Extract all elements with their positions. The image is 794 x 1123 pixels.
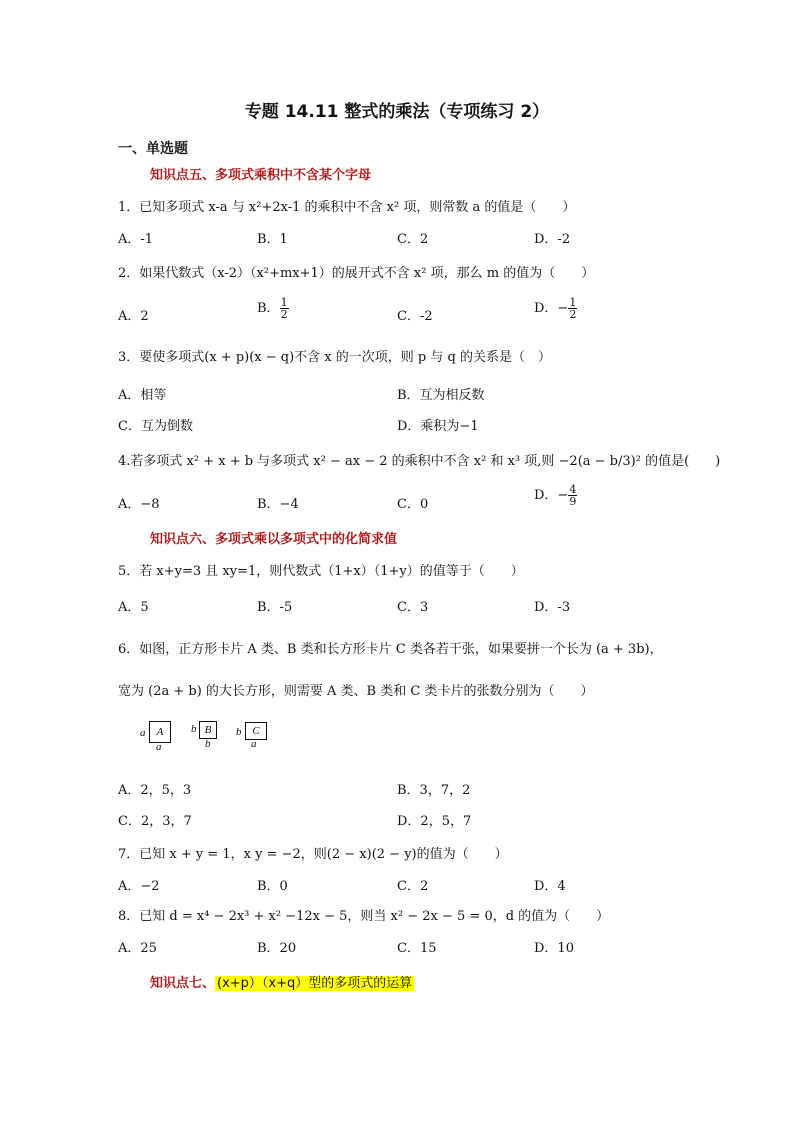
q3-option-b: B．互为相反数 [397, 388, 485, 403]
card-a-bottom-label: a [156, 741, 162, 753]
q7-option-b: B．0 [257, 879, 288, 894]
q2-option-c: C．-2 [397, 309, 433, 324]
q1-option-c: C．2 [397, 232, 429, 247]
question-6-stem-line1: 6．如图，正方形卡片 A 类、B 类和长方形卡片 C 类各若干张，如果要拼一个长为 (a + 3b)， [118, 642, 663, 657]
q2-option-b-fraction: $\frac{1}{2}$ [280, 296, 288, 321]
q6-option-c: C．2，3，7 [118, 814, 192, 829]
q8-option-c: C．15 [397, 941, 437, 956]
q1-option-a: A．-1 [118, 232, 154, 247]
q8-option-d: D．10 [534, 941, 574, 956]
q7-option-c: C．2 [397, 879, 429, 894]
question-8-stem: 8．已知 d = x⁴ − 2x³ + x² −12x − 5，则当 x² − 2x − 5 = 0，d 的值为（ ） [118, 909, 610, 924]
q6-option-b: B．3，7，2 [397, 783, 471, 798]
q5-option-d: D．-3 [534, 600, 571, 615]
kp7-highlighted-text: (x+p）（x+q）型的多项式的运算 [217, 976, 413, 991]
question-6-stem-line2: 宽为 (2a + b) 的大长方形，则需要 A 类、B 类和 C 类卡片的张数分别为（ ） [118, 684, 594, 699]
q1-option-d: D．-2 [534, 232, 571, 247]
q2-option-d-fraction: $\frac{1}{2}$ [569, 296, 577, 321]
q2-option-b: B． $\frac{1}{2}$ [257, 296, 288, 321]
q6-option-a: A．2，5，3 [118, 783, 192, 798]
card-a-side-label: a [140, 727, 146, 739]
q8-option-b: B．20 [257, 941, 297, 956]
q6-option-d: D．2，5，7 [397, 814, 472, 829]
q5-option-b: B．-5 [257, 600, 293, 615]
page-title: 专题 14.11 整式的乘法（专项练习 2） [244, 102, 550, 122]
question-7-stem: 7．已知 x + y = 1，x y = −2，则(2 − x)(2 − y)的值为（ ） [118, 847, 508, 862]
card-c: C [245, 722, 267, 740]
section-heading: 一、单选题 [118, 141, 188, 157]
q4-option-c: C．0 [397, 497, 429, 512]
card-b: B [199, 721, 217, 739]
q2-option-d: D．− $\frac{1}{2}$ [534, 296, 577, 321]
kp7-prefix: 知识点七、 [150, 976, 216, 991]
q1-option-b: B．1 [257, 232, 288, 247]
card-a: A [149, 721, 171, 743]
q4-option-d: D．− $\frac{4}{9}$ [534, 483, 577, 508]
question-5-stem: 5．若 x+y=3 且 xy=1，则代数式（1+x）（1+y）的值等于（ ） [118, 564, 524, 579]
q2-option-a: A．2 [118, 309, 149, 324]
q3-option-c: C．互为倒数 [118, 419, 193, 434]
question-2-stem: 2．如果代数式（x-2）（x²+mx+1）的展开式不含 x² 项，那么 m 的值为（ ） [118, 266, 595, 281]
q3-option-a: A．相等 [118, 388, 167, 403]
card-b-bottom-label: b [205, 738, 211, 750]
card-c-side-label: b [236, 726, 242, 738]
q5-option-c: C．3 [397, 600, 429, 615]
q4-option-a: A．−8 [118, 497, 160, 512]
q4-option-b: B．−4 [257, 497, 299, 512]
knowledge-point-6: 知识点六、多项式乘以多项式中的化简求值 [150, 532, 398, 547]
q5-option-a: A．5 [118, 600, 149, 615]
question-4-stem: 4.若多项式 x² + x + b 与多项式 x² − ax − 2 的乘积中不含 x² 和 x³ 项,则 −2(a − b/3)² 的值是( ) [118, 454, 721, 469]
knowledge-point-5: 知识点五、多项式乘积中不含某个字母 [150, 168, 372, 183]
knowledge-point-7 [150, 972, 414, 991]
card-c-bottom-label: a [251, 738, 257, 750]
q4-option-d-fraction: $\frac{4}{9}$ [569, 483, 577, 508]
q7-option-d: D．4 [534, 879, 566, 894]
card-b-side-label: b [191, 723, 197, 735]
q3-option-d: D．乘积为−1 [397, 419, 479, 434]
q8-option-a: A．25 [118, 941, 157, 956]
question-1-stem: 1．已知多项式 x-a 与 x²+2x-1 的乘积中不含 x² 项，则常数 a 的值是（ ） [118, 200, 576, 215]
q7-option-a: A．−2 [118, 879, 160, 894]
question-3-stem: 3．要使多项式(x + p)(x − q)不含 x 的一次项，则 p 与 q 的关系是（ ） [118, 350, 551, 365]
